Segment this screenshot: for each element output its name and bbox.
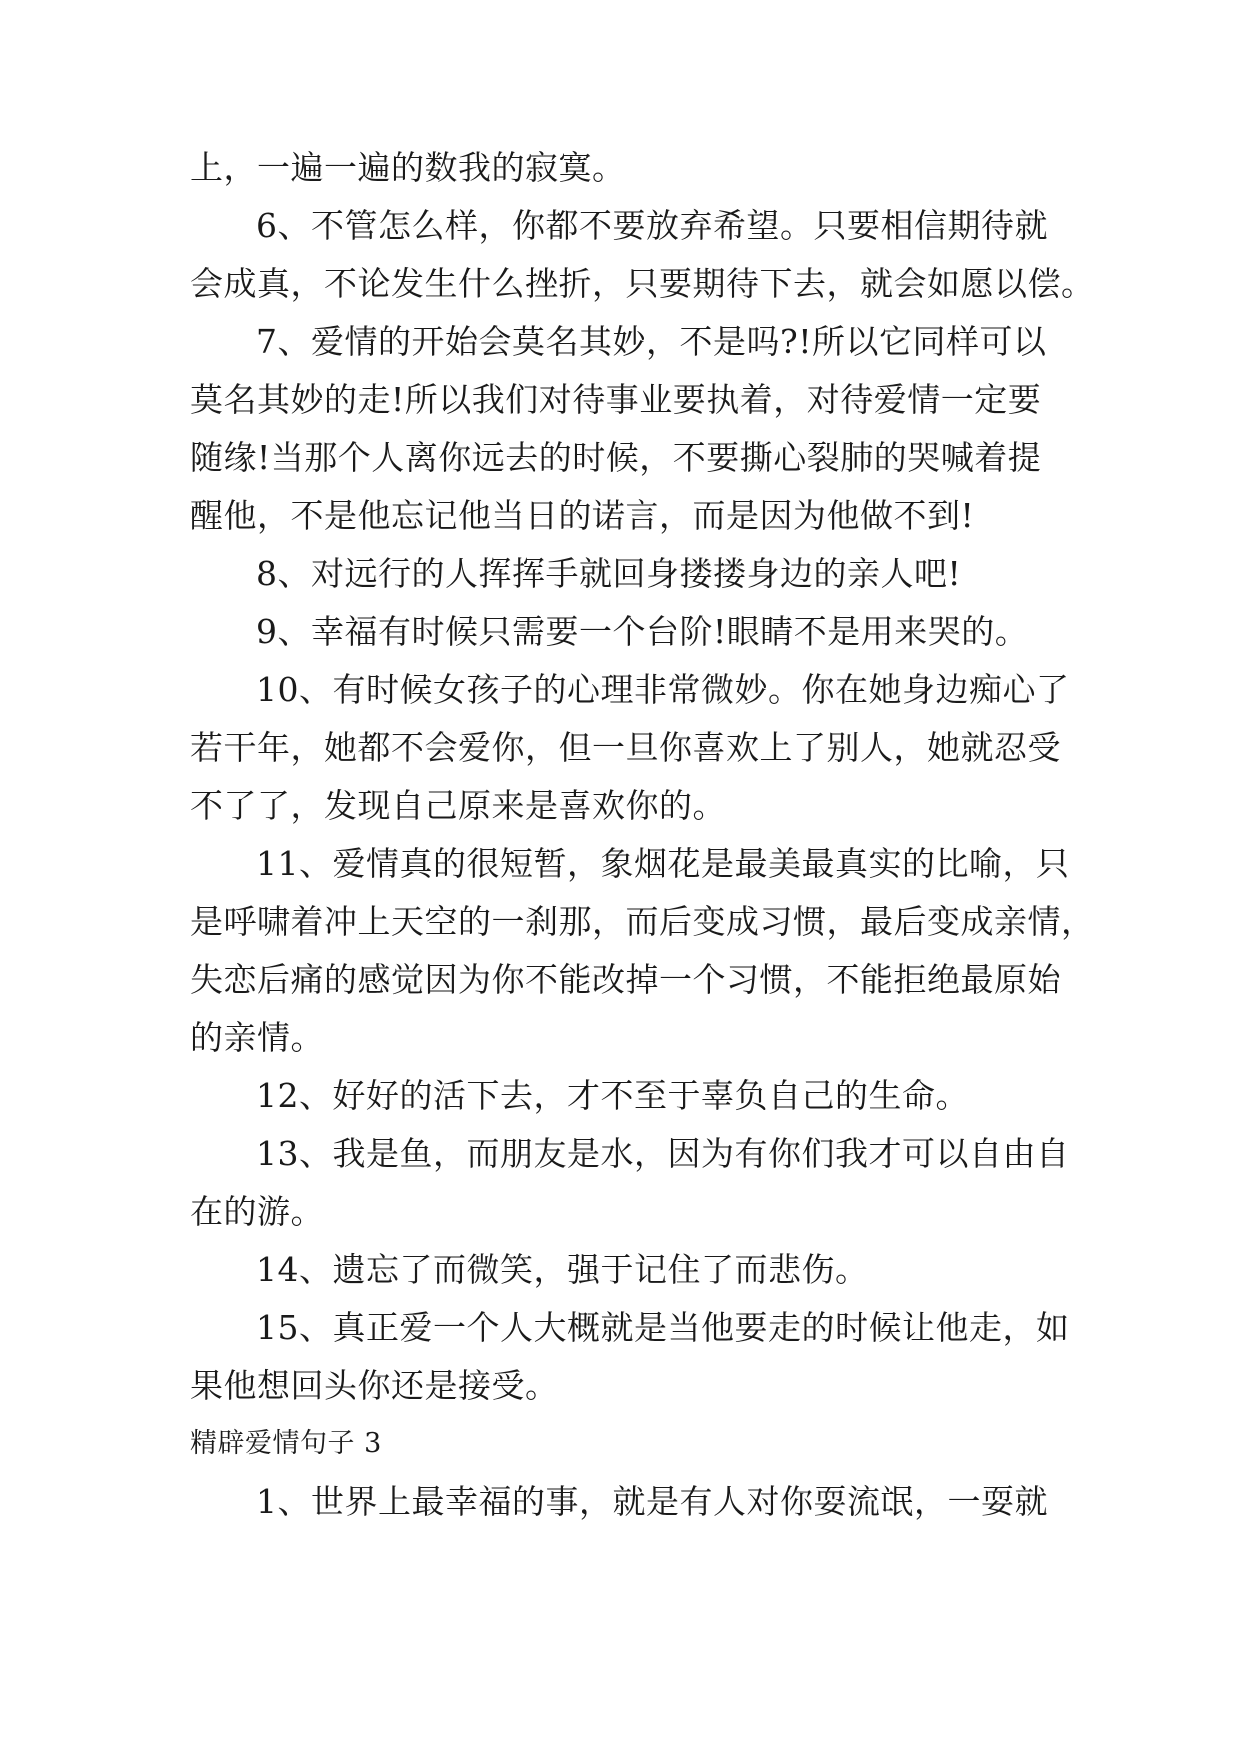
section-heading: 精辟爱情句子 3 [190,1428,382,1459]
text-line: 失恋后痛的感觉因为你不能改掉一个习惯，不能拒绝最原始 [190,960,1061,999]
list-item-7-line-1: 7、爱情的开始会莫名其妙，不是吗?!所以它同样可以 [256,322,1047,361]
text-line: 在的游。 [190,1192,324,1231]
list-item-1-line-1: 1、世界上最幸福的事，就是有人对你耍流氓，一耍就 [256,1482,1048,1521]
text-line: 莫名其妙的走!所以我们对待事业要执着，对待爱情一定要 [190,380,1042,419]
list-item-9: 9、幸福有时候只需要一个台阶!眼睛不是用来哭的。 [256,612,1029,651]
text-line: 不了了，发现自己原来是喜欢你的。 [190,786,726,825]
text-line: 会成真，不论发生什么挫折，只要期待下去，就会如愿以偿。 [190,264,1095,303]
list-item-13-line-1: 13、我是鱼，而朋友是水，因为有你们我才可以自由自 [256,1134,1070,1173]
text-line: 是呼啸着冲上天空的一刹那，而后变成习惯，最后变成亲情， [190,902,1095,941]
list-item-6-line-1: 6、不管怎么样，你都不要放弃希望。只要相信期待就 [256,206,1048,245]
list-item-10-line-1: 10、有时候女孩子的心理非常微妙。你在她身边痴心了 [256,670,1070,709]
text-line: 上，一遍一遍的数我的寂寞。 [190,148,626,187]
text-line: 若干年，她都不会爱你，但一旦你喜欢上了别人，她就忍受 [190,728,1061,767]
text-line: 随缘!当那个人离你远去的时候，不要撕心裂肺的哭喊着提 [190,438,1042,477]
text-line: 果他想回头你还是接受。 [190,1366,559,1405]
list-item-8: 8、对远行的人挥挥手就回身搂搂身边的亲人吧! [256,554,962,593]
list-item-11-line-1: 11、爱情真的很短暂，象烟花是最美最真实的比喻，只 [256,844,1070,883]
list-item-15-line-1: 15、真正爱一个人大概就是当他要走的时候让他走，如 [256,1308,1070,1347]
text-line: 醒他，不是他忘记他当日的诺言，而是因为他做不到! [190,496,975,535]
text-line: 的亲情。 [190,1018,324,1057]
list-item-14: 14、遗忘了而微笑，强于记住了而悲伤。 [256,1250,869,1289]
list-item-12: 12、好好的活下去，才不至于辜负自己的生命。 [256,1076,969,1115]
